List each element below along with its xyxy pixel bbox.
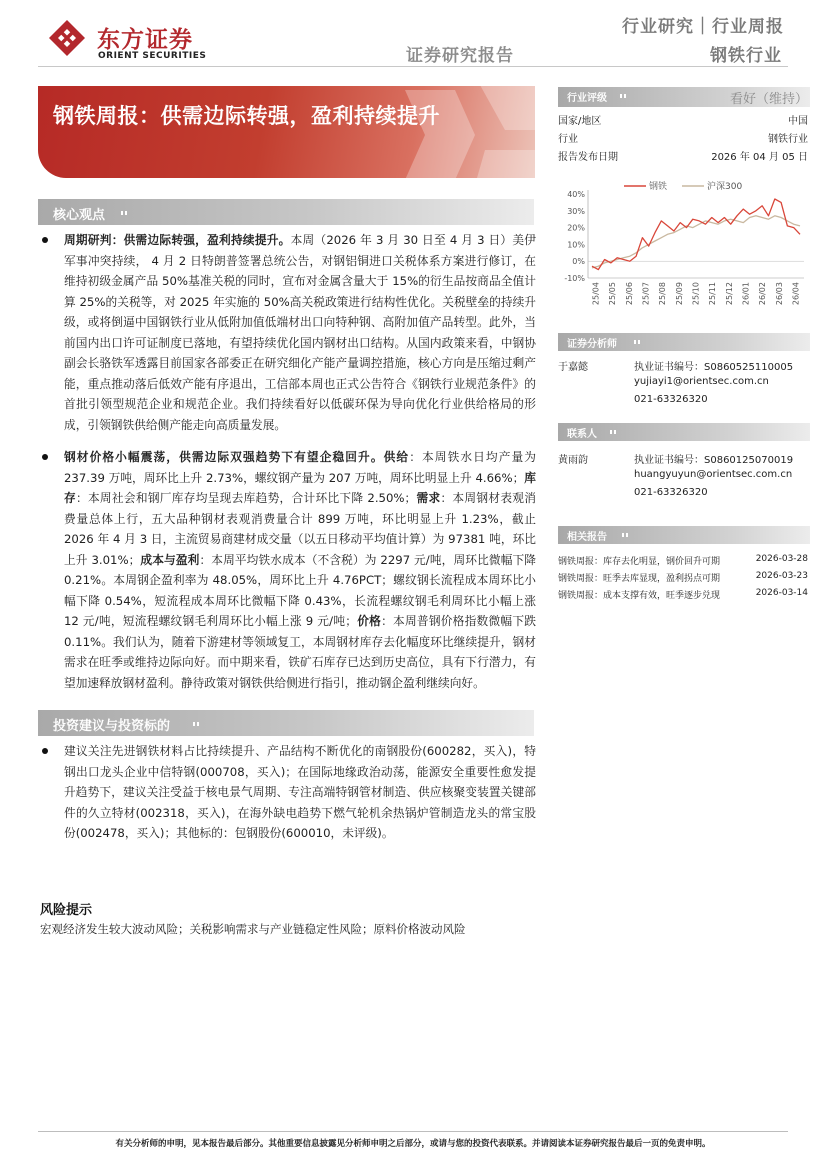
y-tick-label: 40% bbox=[567, 190, 585, 199]
related-report-item[interactable] bbox=[558, 554, 810, 568]
rating-label: 行业评级 bbox=[567, 93, 607, 104]
x-tick-label: 25/12 bbox=[724, 282, 734, 306]
bar-dots-icon bbox=[193, 722, 199, 726]
p2-price-label: 价格 bbox=[356, 614, 382, 628]
y-tick-label: 0% bbox=[572, 257, 585, 267]
p2-cost-text: ：本周平均铁水成本（不含税）为 2297 元/吨，周环比微幅下降 0.21%。本周钢企盈利率为 48.05%，周环比上升 4.76PCT；螺纹钢长流程成本周环比小幅下降 0.54%，短流程成本周环比微幅下降 0.43%，长流程螺纹钢毛利周环比小幅上涨 12 元/吨，短流程螺纹钢毛利周环比小幅上涨 9 元/吨； bbox=[64, 552, 536, 628]
title-banner bbox=[38, 86, 535, 178]
analyst-section-label: 证券分析师 bbox=[567, 339, 617, 350]
info-value: 钢铁行业 bbox=[768, 134, 808, 145]
logo-text-en: ORIENT SECURITIES bbox=[98, 51, 207, 61]
logo-text-cn: 东方证券 bbox=[97, 27, 193, 53]
contact-bar bbox=[558, 423, 810, 441]
bullet-icon bbox=[42, 237, 48, 243]
series-line bbox=[592, 199, 800, 270]
x-tick-label: 25/11 bbox=[708, 282, 718, 306]
header-divider bbox=[38, 66, 788, 67]
risk-text: 宏观经济发生较大波动风险；关税影响需求与产业链稳定性风险；原料价格波动风险 bbox=[40, 922, 466, 936]
x-tick-label: 25/08 bbox=[658, 282, 668, 306]
legend-label: 沪深300 bbox=[707, 182, 743, 192]
core-paragraph-2 bbox=[38, 447, 536, 693]
info-row-region bbox=[558, 112, 810, 130]
logo-mark-icon bbox=[47, 18, 87, 62]
bullet-icon bbox=[42, 454, 48, 460]
y-tick-label: -10% bbox=[564, 274, 585, 283]
core-paragraph-1 bbox=[38, 230, 536, 435]
x-tick-label: 25/06 bbox=[624, 282, 634, 306]
footer-divider bbox=[38, 1131, 788, 1132]
related-report-date: 2026-03-28 bbox=[755, 554, 808, 564]
p2-price-text: ：本周普钢价格指数微幅下跌 0.11%。我们认为，随着下游建材等领域复工，本周钢材库存去化幅度环比继续提升，钢材需求在旺季或维持边际向好。而中期来看，铁矿石库存已达到历史高位，具有下行潜力，有望加速释放钢材盈利。静待政策对钢铁供给侧进行指引，推动钢企盈利继续向好。 bbox=[64, 614, 536, 690]
y-tick-label: 30% bbox=[567, 206, 585, 216]
report-type: 证券研究报告 bbox=[406, 46, 514, 66]
x-tick-label: 25/10 bbox=[691, 282, 701, 306]
x-tick-label: 26/02 bbox=[758, 282, 768, 306]
p2-demand-text: ：本周钢材表观消费量总体上行，五大品种钢材表观消费量合计 899 万吨，环比明显上升 1.23%，截止 2026 年 4 月 3 日，主流贸易商建材成交量（以五日移动平均值计算）为 97381 吨，环比上升 3.01%； bbox=[64, 491, 536, 567]
related-report-title[interactable]: 钢铁周报：成本支撑有效，旺季逐步兑现 bbox=[558, 591, 721, 601]
legend-label: 钢铁 bbox=[649, 182, 668, 192]
x-tick-label: 26/04 bbox=[791, 282, 801, 306]
x-tick-label: 26/01 bbox=[741, 282, 751, 306]
report-category: 行业研究｜行业周报 bbox=[622, 17, 784, 37]
related-report-item[interactable] bbox=[558, 588, 810, 602]
related-report-title[interactable]: 钢铁周报：库存去化明显，钢价回升可期 bbox=[558, 557, 721, 567]
rating-bar bbox=[558, 87, 810, 107]
footer-disclaimer: 有关分析师的申明，见本报告最后部分。其他重要信息披露见分析师申明之后部分，或请与您的投资代表联系。并请阅读本证券研究报告最后一页的免责申明。 bbox=[115, 1139, 711, 1149]
p2-demand-label: 需求 bbox=[416, 491, 441, 505]
report-industry: 钢铁行业 bbox=[710, 46, 782, 66]
analyst-phone: 021-63326320 bbox=[634, 394, 708, 405]
y-tick-label: 10% bbox=[567, 240, 585, 250]
p2-inventory-text: ：本周社会和钢厂库存均呈现去库趋势，合计环比下降 2.50%； bbox=[75, 491, 417, 505]
report-title: 钢铁周报：供需边际转强，盈利持续提升 bbox=[53, 104, 440, 128]
related-report-item[interactable] bbox=[558, 571, 810, 585]
p1-heading: 周期研判：供需边际转强，盈利持续提升。 bbox=[64, 233, 291, 247]
rating-value: 看好（维持） bbox=[729, 92, 808, 107]
analyst-card bbox=[558, 358, 810, 410]
bar-dots-icon bbox=[610, 430, 616, 434]
related-report-date: 2026-03-23 bbox=[755, 571, 808, 581]
x-tick-label: 25/05 bbox=[608, 282, 618, 306]
analyst-email: yujiayi1@orientsec.com.cn bbox=[634, 376, 769, 387]
bar-dots-icon bbox=[620, 94, 626, 98]
y-tick-label: 20% bbox=[567, 223, 585, 233]
invest-paragraph bbox=[38, 741, 536, 844]
analyst-cert: 执业证书编号：S0860525110005 bbox=[634, 362, 794, 373]
p2-supply-label: 供给 bbox=[383, 450, 410, 464]
invest-section-label: 投资建议与投资标的 bbox=[53, 719, 171, 734]
company-logo bbox=[47, 18, 232, 66]
core-section-bar bbox=[38, 199, 534, 225]
related-report-title[interactable]: 钢铁周报：旺季去库显现，盈利拐点可期 bbox=[558, 574, 721, 584]
contact-section-label: 联系人 bbox=[567, 429, 597, 440]
x-tick-label: 25/09 bbox=[674, 282, 684, 306]
bar-dots-icon bbox=[622, 533, 628, 537]
contact-cert: 执业证书编号：S0860125070019 bbox=[634, 455, 794, 466]
contact-card bbox=[558, 451, 810, 503]
core-section-label: 核心观点 bbox=[53, 208, 106, 223]
p2-cost-label: 成本与盈利 bbox=[140, 552, 200, 567]
price-chart bbox=[558, 174, 810, 324]
info-row-date bbox=[558, 148, 810, 166]
bar-dots-icon bbox=[121, 211, 127, 215]
related-report-date: 2026-03-14 bbox=[755, 588, 808, 598]
x-tick-label: 26/03 bbox=[774, 282, 784, 306]
p1-text: 本周（2026 年 3 月 30 日至 4 月 3 日）美伊军事冲突持续， 4 月 2 日特朗普签署总统公告，对钢铝铜进口关税体系方案进行修订，在维持初级金属产品 50%基准关税的同时，宣布对金属含量大于 15%的衍生品按商品全值计算 25%的关税等，对 2025 年实施的 50%高关税政策进行结构性优化。关税壁垒的持续升级，或将倒逼中国钢铁行业从低附加值低端材出口向特种钢、高附加值产品转型。此外，当前国内出口许可证制度已落地，有望持续优化国内钢材出口结构。从国内政策来看，中钢协副会长骆铁军透露目前国家各部委正在研究细化产能产量调控措施，核心方向是压缩过剩产能，重点推动落后低效产能有序退出，工信部本周也正式公告符合《钢铁行业规范条件》的首批引领型规范企业和规范企业。我们持续看好以低碳环保为导向优化行业供给格局的形成，引领钢铁供给侧产能走向高质量发展。 bbox=[64, 233, 536, 432]
x-tick-label: 25/07 bbox=[641, 282, 651, 306]
bar-dots-icon bbox=[634, 340, 640, 344]
x-tick-label: 25/04 bbox=[591, 282, 601, 306]
info-value: 2026 年 04 月 05 日 bbox=[711, 152, 808, 163]
info-row-industry bbox=[558, 130, 810, 148]
related-section-label: 相关报告 bbox=[567, 532, 607, 543]
info-value: 中国 bbox=[788, 116, 808, 127]
analyst-name: 于嘉懿 bbox=[558, 362, 588, 373]
contact-phone: 021-63326320 bbox=[634, 487, 708, 498]
invest-text: 建议关注先进钢铁材料占比持续提升、产品结构不断优化的南钢股份(600282，买入)，特钢出口龙头企业中信特钢(000708，买入)；在国际地缘政治动荡，能源安全重要性愈发提升趋势下，建议关注受益于核电景气周期、专注高端特钢管材制造、供应核聚变装置关键部件的久立特材(002318，买入)，在海外缺电趋势下燃气轮机余热锅炉管制造龙头的常宝股份(002478，买入)；其他标的：包钢股份(600010，未评级)。 bbox=[64, 744, 536, 840]
bullet-icon bbox=[42, 748, 48, 754]
p2-supply-text: ：本周铁水日均产量为 237.39 万吨，周环比上升 2.73%，螺纹钢产量为 207 万吨，周环比明显上升 4.66%； bbox=[64, 450, 536, 485]
info-key: 行业 bbox=[558, 134, 578, 145]
p2-inventory-label: 库存 bbox=[64, 470, 536, 505]
info-key: 国家/地区 bbox=[558, 116, 602, 127]
contact-email: huangyuyun@orientsec.com.cn bbox=[634, 469, 793, 480]
risk-title: 风险提示 bbox=[40, 903, 93, 918]
contact-name: 黄雨韵 bbox=[558, 455, 588, 466]
invest-section-bar bbox=[38, 710, 534, 736]
p2-heading: 钢材价格小幅震荡，供需边际双强趋势下有望企稳回升。 bbox=[64, 450, 384, 464]
related-bar bbox=[558, 526, 810, 544]
analyst-bar bbox=[558, 333, 810, 351]
info-key: 报告发布日期 bbox=[558, 152, 618, 163]
